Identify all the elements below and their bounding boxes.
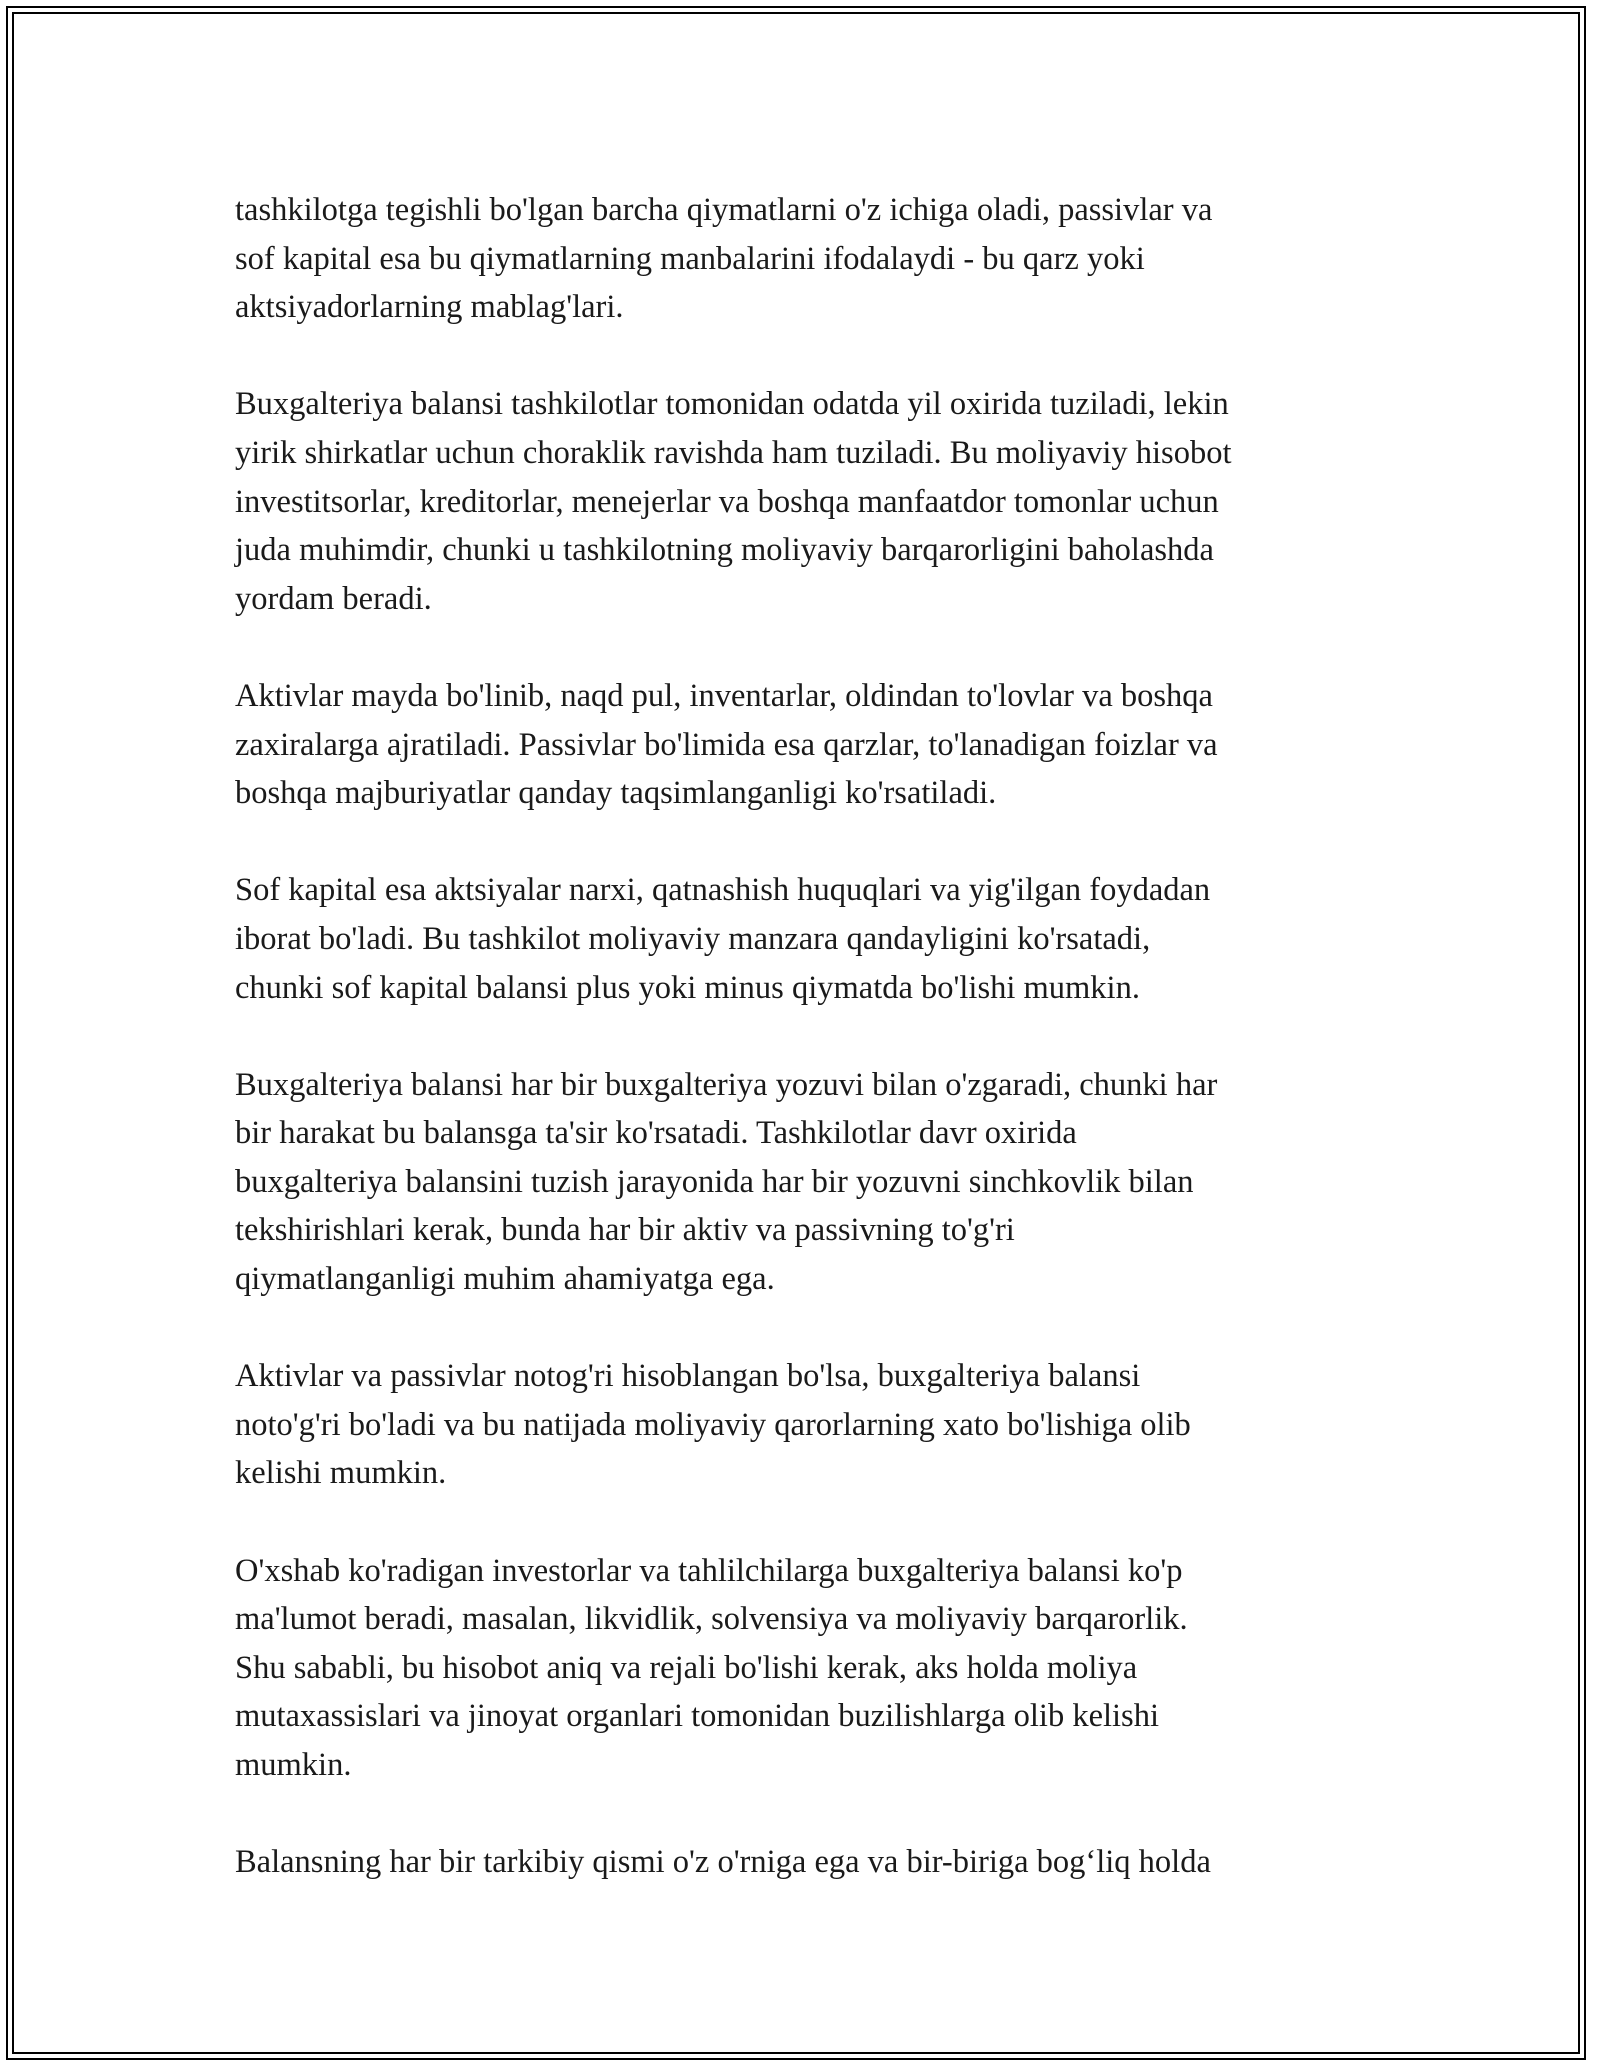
paragraph-6 [235, 1352, 1375, 1498]
paragraph-line: bir harakat bu balansga ta'sir ko'rsatadi. Tashkilotlar davr oxirida [235, 1115, 1077, 1152]
paragraph-line: O'xshab ko'radigan investorlar va tahlilchilarga buxgalteriya balansi ko'p [235, 1552, 1183, 1589]
paragraph-line: qiymatlanganligi muhim ahamiyatga ega. [235, 1261, 775, 1298]
paragraph-line: Balansning har bir tarkibiy qismi o'z o'rniga ega va bir-biriga bog‘liq holda [235, 1844, 1211, 1881]
paragraph-line: Aktivlar mayda bo'linib, naqd pul, inventarlar, oldindan to'lovlar va boshqa [235, 677, 1213, 714]
paragraph-line: zaxiralarga ajratiladi. Passivlar bo'limida esa qarzlar, to'lanadigan foizlar va [235, 726, 1218, 763]
paragraph-line: tashkilotga tegishli bo'lgan barcha qiymatlarni o'z ichiga oladi, passivlar va [235, 192, 1213, 228]
paragraph-line: boshqa majburiyatlar qanday taqsimlanganligi ko'rsatiladi. [235, 775, 997, 812]
paragraph-line: Buxgalteriya balansi har bir buxgalteriya yozuvi bilan o'zgaradi, chunki har [235, 1066, 1218, 1103]
paragraph-line: Sof kapital esa aktsiyalar narxi, qatnashish huquqlari va yig'ilgan foydadan [235, 872, 1211, 909]
paragraph-line: sof kapital esa bu qiymatlarning manbalarini ifodalaydi - bu qarz yoki [235, 240, 1145, 277]
paragraph-line: yordam beradi. [235, 580, 432, 617]
paragraph-line: mutaxassislari va jinoyat organlari tomonidan buzilishlarga olib kelishi [235, 1698, 1159, 1735]
paragraph-line: aktsiyadorlarning mablag'lari. [235, 289, 624, 326]
paragraph-1 [235, 186, 1375, 332]
paragraph-7 [235, 1547, 1375, 1790]
paragraph-line: juda muhimdir, chunki u tashkilotning moliyaviy barqarorligini baholashda [235, 532, 1214, 569]
paragraph-line: mumkin. [235, 1747, 352, 1783]
paragraph-4 [235, 866, 1375, 1012]
paragraph-line: Buxgalteriya balansi tashkilotlar tomonidan odatda yil oxirida tuziladi, lekin [235, 386, 1229, 423]
paragraph-line: chunki sof kapital balansi plus yoki minus qiymatda bo'lishi mumkin. [235, 969, 1140, 1006]
paragraph-line: Shu sababli, bu hisobot aniq va rejali bo'lishi kerak, aks holda moliya [235, 1649, 1138, 1686]
paragraph-2 [235, 380, 1375, 623]
paragraph-line: investitsorlar, kreditorlar, menejerlar va boshqa manfaatdor tomonlar uchun [235, 483, 1219, 520]
paragraph-3 [235, 672, 1375, 818]
document-body [235, 186, 1375, 1887]
paragraph-line: tekshirishlari kerak, bunda har bir aktiv va passivning to'g'ri [235, 1212, 1015, 1249]
paragraph-5 [235, 1061, 1375, 1304]
paragraph-line: kelishi mumkin. [235, 1455, 447, 1492]
paragraph-line: buxgalteriya balansini tuzish jarayonida har bir yozuvni sinchkovlik bilan [235, 1163, 1194, 1200]
paragraph-line: iborat bo'ladi. Bu tashkilot moliyaviy manzara qandayligini ko'rsatadi, [235, 920, 1151, 957]
paragraph-line: yirik shirkatlar uchun choraklik ravishda ham tuziladi. Bu moliyaviy hisobot [235, 434, 1232, 471]
paragraph-line: Aktivlar va passivlar notog'ri hisoblangan bo'lsa, buxgalteriya balansi [235, 1358, 1141, 1395]
paragraph-line: noto'g'ri bo'ladi va bu natijada moliyaviy qarorlarning xato bo'lishiga olib [235, 1406, 1191, 1443]
paragraph-8 [235, 1838, 1375, 1887]
paragraph-line: ma'lumot beradi, masalan, likvidlik, solvensiya va moliyaviy barqarorlik. [235, 1601, 1188, 1638]
